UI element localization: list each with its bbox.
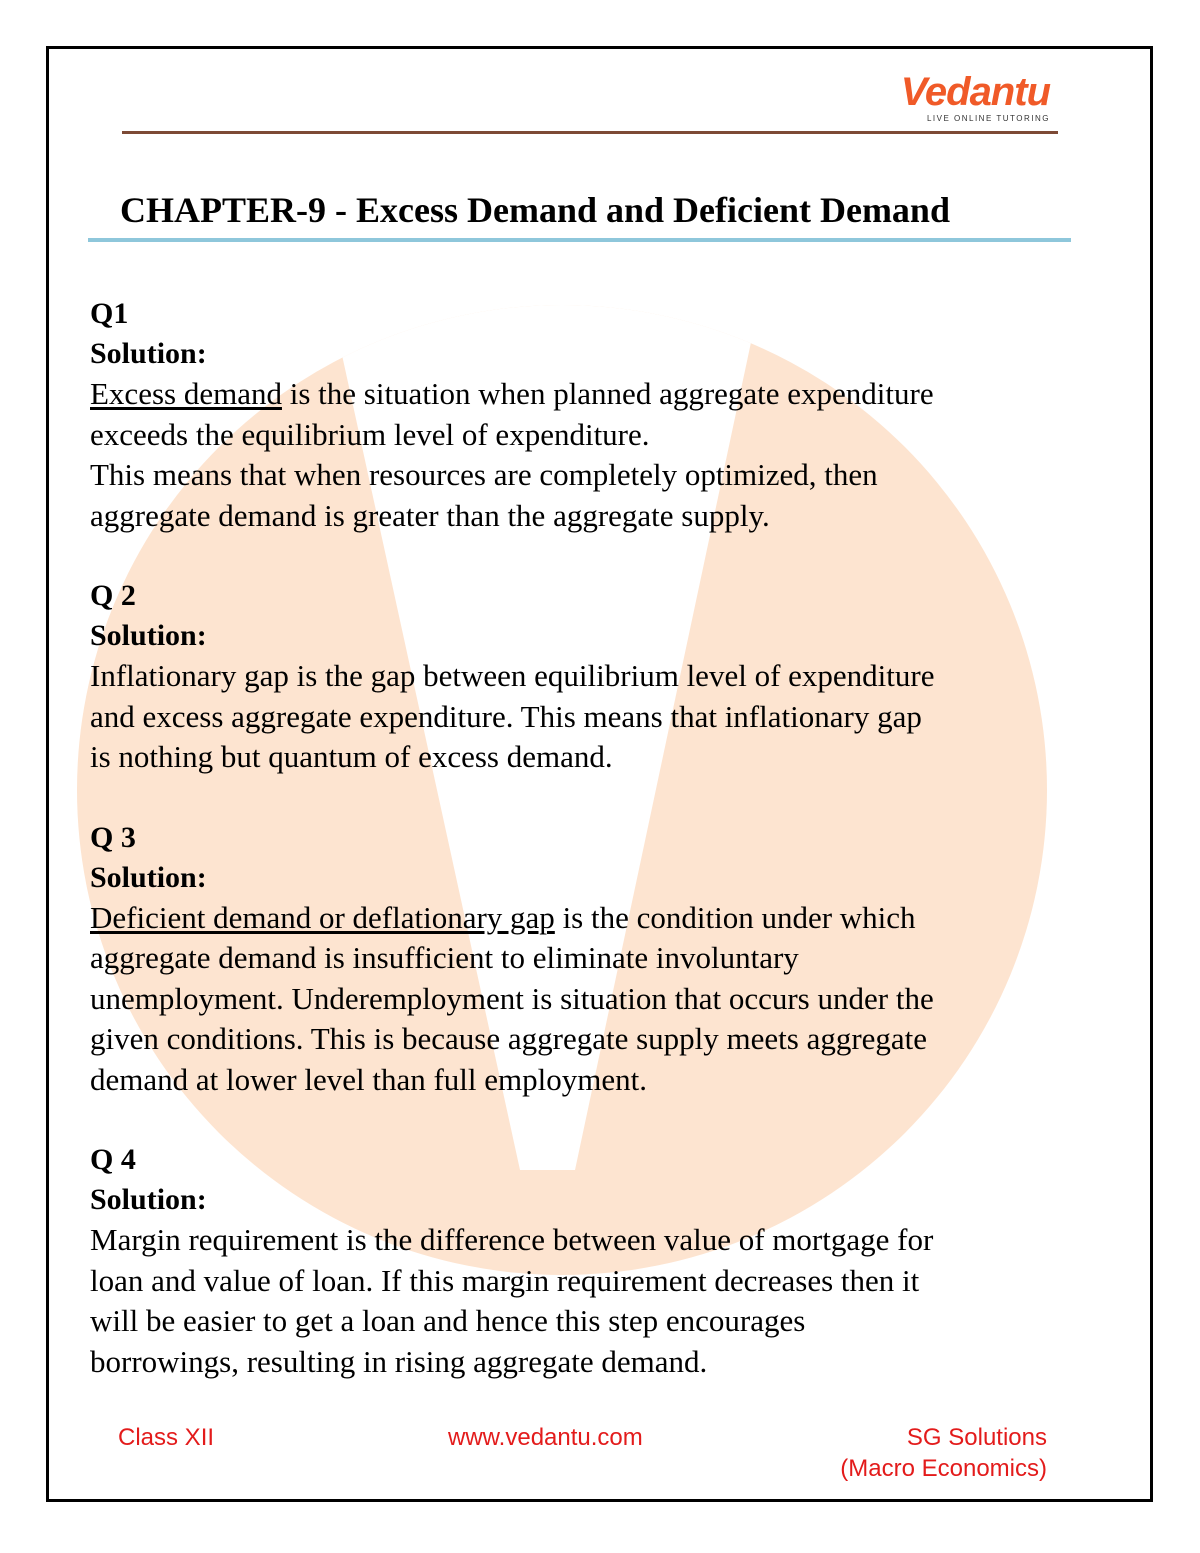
answer-text xyxy=(90,898,1070,1101)
question-label: Q 2 xyxy=(90,579,136,612)
qa-content xyxy=(90,294,1070,1422)
key-term: Deficient demand or deflationary gap xyxy=(90,899,555,935)
logo-tagline: LIVE ONLINE TUTORING xyxy=(926,114,1050,123)
footer-class: Class XII xyxy=(118,1424,215,1451)
footer-subject-line1: SG Solutions xyxy=(906,1424,1047,1451)
qa-block-2 xyxy=(90,576,1070,778)
solution-label: Solution: xyxy=(90,337,207,370)
question-label: Q1 xyxy=(90,297,129,330)
question-label: Q 4 xyxy=(90,1143,136,1176)
qa-block-1 xyxy=(90,294,1070,536)
qa-block-4 xyxy=(90,1140,1070,1382)
key-term: Excess demand xyxy=(90,376,282,411)
answer-body: is the situation when planned aggregate expenditure exceeds the equilibrium level of expenditure. This means that when resources are completely optimized, then aggregate demand is greater than the aggregate supply. xyxy=(90,376,934,533)
logo-wordmark: Vedantu xyxy=(900,70,1050,114)
header-divider xyxy=(122,131,1058,134)
vedantu-logo xyxy=(901,72,1050,123)
answer-body: Inflationary gap is the gap between equilibrium level of expenditure and excess aggregate expenditure. This means that inflationary gap is nothing but quantum of excess demand. xyxy=(90,658,935,774)
footer-subject xyxy=(840,1422,1047,1484)
footer-subject-line2: (Macro Economics) xyxy=(840,1455,1047,1482)
qa-block-3 xyxy=(90,818,1070,1101)
answer-text xyxy=(90,1220,1070,1382)
title-underline xyxy=(88,238,1071,242)
chapter-title: CHAPTER-9 - Excess Demand and Deficient Demand xyxy=(120,190,950,230)
footer-website-link[interactable]: www.vedantu.com xyxy=(448,1424,643,1451)
solution-label: Solution: xyxy=(90,860,207,894)
answer-text xyxy=(90,374,1070,536)
question-label: Q 3 xyxy=(90,820,136,854)
answer-body: is the condition under which aggregate demand is insufficient to eliminate involuntary unemployment. Underemployment is situation that occurs under the given conditions. This is because aggregate supply meets aggregate demand at lower level than full employment. xyxy=(90,899,934,1097)
solution-label: Solution: xyxy=(90,619,207,652)
answer-text xyxy=(90,656,1070,778)
solution-label: Solution: xyxy=(90,1183,207,1216)
answer-body: Margin requirement is the difference between value of mortgage for loan and value of loan. If this margin requirement decreases then it will be easier to get a loan and hence this step encourages borrowings, resulting in rising aggregate demand. xyxy=(90,1222,934,1379)
